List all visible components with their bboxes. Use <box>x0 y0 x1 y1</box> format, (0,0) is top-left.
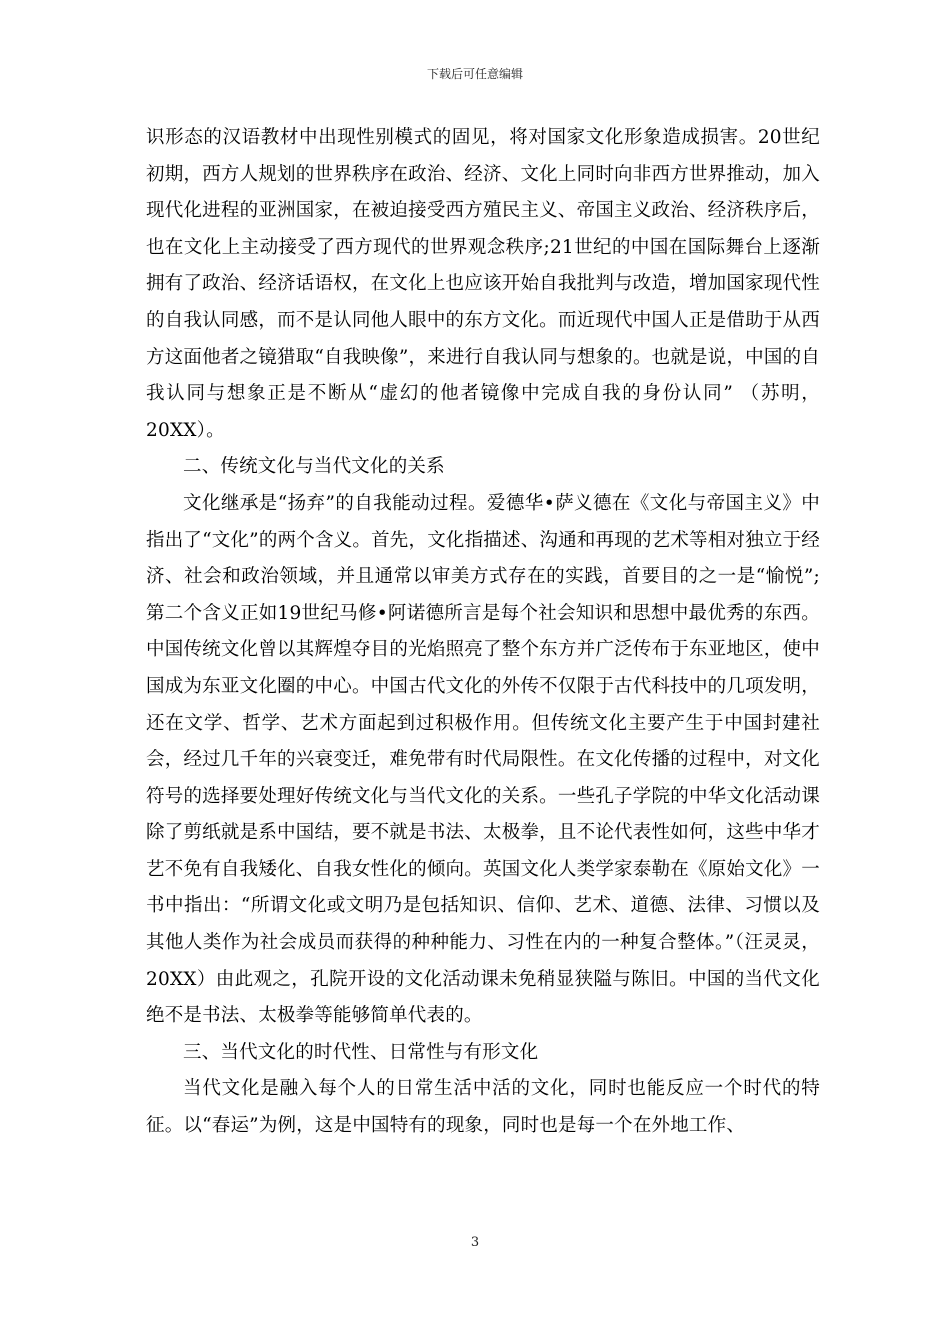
section-heading-3: 三、当代文化的时代性、日常性与有形文化 <box>183 1041 539 1063</box>
section-heading-2: 二、传统文化与当代文化的关系 <box>183 456 445 478</box>
page-header: 下载后可任意编辑 <box>426 67 523 81</box>
paragraph-traditional-culture: 文化继承是“扬弃”的自我能动过程。爱德华•萨义德在《文化与帝国主义》中指出了“文化”的两个含义。首先，文化指描述、沟通和再现的艺术等相对独立于经济、社会和政治领域，并且通常以审美方式存在的实践，首要目的之一是“愉悦”;第二个含义正如19世纪马修•阿诺德所言是每个社会知识和思想中最优秀的东西。中国传统文化曾以其辉煌夺目的光焰照亮了整个东方并广泛传布于东亚地区，使中国成为东亚文化圈的中心。中国古代文化的外传不仅限于古代科技中的几项发明，还在文学、哲学、艺术方面起到过积极作用。但传统文化主要产生于中国封建社会，经过几千年的兴衰变迁，难免带有时代局限性。在文化传播的过程中，对文化符号的选择要处理好传统文化与当代文化的关系。一些孔子学院的中华文化活动课除了剪纸就是系中国结，要不就是书法、太极拳，且不论代表性如何，这些中华才艺不免有自我矮化、自我女性化的倾向。英国文化人类学家泰勒在《原始文化》一书中指出：“所谓文化或文明乃是包括知识、信仰、艺术、道德、法律、习惯以及其他人类作为社会成员而获得的种种能力、习性在内的一种复合整体。”（汪灵灵，20XX）由此观之，孔院开设的文化活动课未免稍显狭隘与陈旧。中国的当代文化绝不是书法、太极拳等能够简单代表的。 <box>146 492 820 1027</box>
document-body <box>146 120 820 1145</box>
paragraph-continued: 识形态的汉语教材中出现性别模式的固见，将对国家文化形象造成损害。20世纪初期，西方人规划的世界秩序在政治、经济、文化上同时向非西方世界推动，加入现代化进程的亚洲国家，在被迫接受西方殖民主义、帝国主义政治、经济秩序后，也在文化上主动接受了西方现代的世界观念秩序;21世纪的中国在国际舞台上逐渐拥有了政治、经济话语权，在文化上也应该开始自我批判与改造，增加国家现代性的自我认同感，而不是认同他人眼中的东方文化。而近现代中国人正是借助于从西方这面他者之镜猎取“自我映像”，来进行自我认同与想象的。也就是说，中国的自我认同与想象正是不断从“虚幻的他者镜像中完成自我的身份认同” （苏明，20XX）。 <box>146 127 820 441</box>
page-number: 3 <box>470 1235 480 1250</box>
paragraph-contemporary-culture: 当代文化是融入每个人的日常生活中活的文化，同时也能反应一个时代的特征。以“春运”为例，这是中国特有的现象，同时也是每一个在外地工作、 <box>146 1078 820 1137</box>
